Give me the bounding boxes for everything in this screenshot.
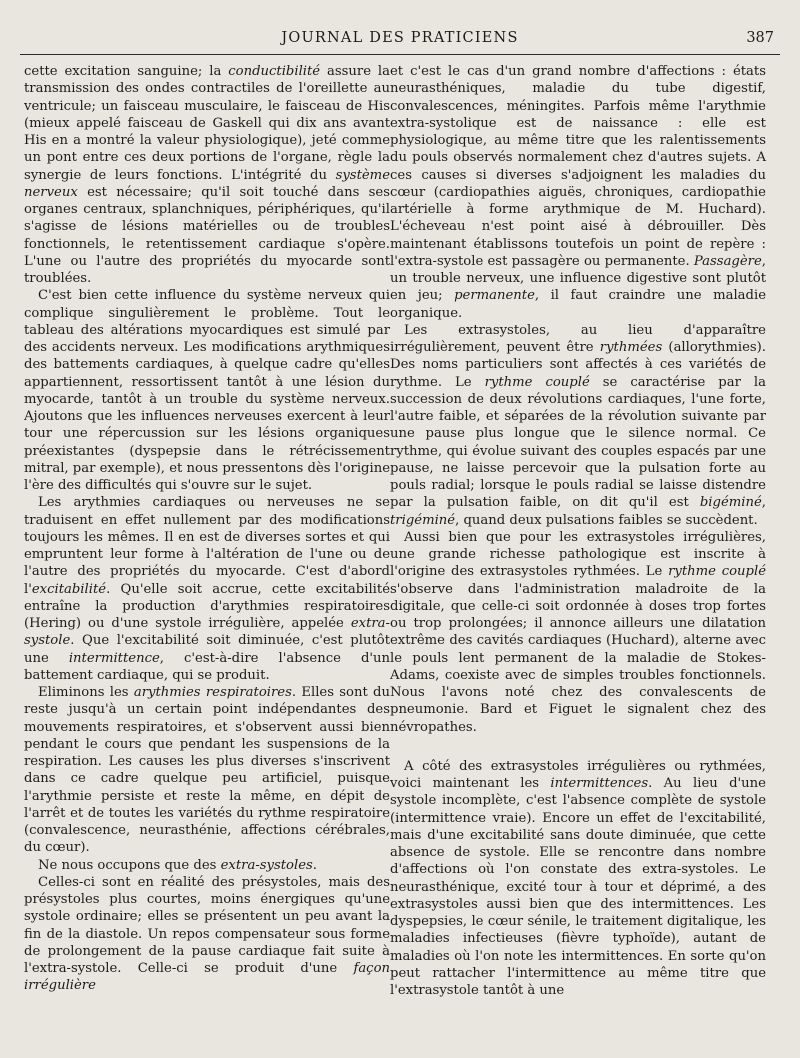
italic-term: extra-systoles bbox=[220, 857, 313, 873]
italic-term: Passagère bbox=[693, 253, 762, 269]
italic-term: rythme couplé bbox=[668, 564, 766, 580]
paragraph: Les extrasystoles, au lieu d'apparaître irrégulièrement, peuvent être rythmées (allorythmies). Des noms particuliers sont affectés à ces variétés de rythme. Le rythme couplé se caractérise par la succession de deux révolutions cardiaques, l'une forte, l'autre faible, et séparées de la révolution suivante par une pause plus longue que le silence normal. Ce rythme, qui évolue suivant des couples espacés par une pause, ne laisse percevoir que la pulsation forte au pouls radial; lorsque le pouls radial se laisse distendre par la pulsation faible, on dit qu'il est bigéminé, trigéminé, quand deux pulsations faibles se succèdent. bbox=[390, 322, 766, 528]
italic-term: extra-systole bbox=[24, 616, 390, 649]
italic-term: façon irrégulière bbox=[24, 961, 390, 994]
left-column bbox=[24, 63, 390, 995]
paragraph: Ne nous occupons que des extra-systoles. bbox=[38, 857, 317, 873]
paragraph: C'est bien cette influence du système nerveux qui complique singulièrement le problème. Tout le tableau des altérations myocardiques est simulé par des accidents nerveux. Les modifications arythmiques des battements cardiaques, à quelque cadre qu'elles appartiennent, ressortissent tantôt à une lésion du myocarde, tantôt à un trouble du système nerveux. Ajoutons que les influences nerveuses exercent à leur tour une répercussion sur les lésions organiques préexistantes (dyspepsie dans le rétrécissement mitral, par exemple), et nous pressentons dès l'origine l'ère des difficultés qui s'ouvre sur le sujet. bbox=[24, 288, 390, 493]
italic-term: intermittences bbox=[550, 776, 649, 791]
italic-term: trigéminé bbox=[390, 512, 456, 528]
paragraph: et c'est le cas d'un grand nombre d'affections : états neurasthéniques, maladie du tube digestif, convalescences, méningites. Parfois même l'arythmie extra-systolique est de naissance : elle est physiologique, au même titre que les ralentissements du pouls observés normalement chez d'autres sujets. A ces causes si diverses s'adjoignent les maladies du cœur (cardiopathies aiguës, chroniques, cardiopathie artérielle à forme arythmique de M. Huchard). L'écheveau n'est point aisé à débrouiller. Dès maintenant établissons toutefois un point de repère : l'extra-systole est passagère ou permanente. Passagère, un trouble nerveux, une influence digestive sont plutôt en jeu; permanente, il faut craindre une maladie organique. bbox=[390, 64, 766, 321]
italic-term: bigéminé bbox=[699, 495, 762, 511]
header-rule bbox=[20, 54, 780, 55]
page-header bbox=[20, 30, 780, 54]
italic-term: arythmies respiratoires bbox=[133, 685, 292, 700]
italic-term: rythme couplé bbox=[484, 374, 590, 390]
italic-term: intermittence bbox=[68, 650, 160, 666]
italic-term: système nerveux bbox=[24, 167, 390, 200]
paragraph: cette excitation sanguine; la conductibilité assure la transmission des ondes contractiles de l'oreillette au ventricule; un faisceau musculaire, le faisceau de His (mieux appelé faisceau de Gaskell qui dix ans avant His en a montré la valeur physiologique), jeté comme un pont entre ces deux portions de l'organe, règle la synergie de leurs fonctions. L'intégrité du système nerveux est nécessaire; qu'il soit touché dans ses organes centraux, splanchniques, périphériques, qu'il s'agisse de lésions matérielles ou de troubles fonctionnels, le retentissement cardiaque s'opère. L'une ou l'autre des propriétés du myocarde sont troublées. bbox=[24, 64, 390, 286]
running-title: JOURNAL DES PRATICIENS bbox=[281, 30, 519, 46]
paragraph: Aussi bien que pour les extrasystoles irrégulières, une grande richesse pathologique est inscrite à l'origine des extrasystoles rythmées. Le rythme couplé s'observe dans l'administration maladroite de la digitale, que celle-ci soit ordonnée à doses trop fortes ou trop prolongées; il annonce ailleurs une dilatation extrême des cavités cardiaques (Huchard), alterne avec le pouls lent permanent de la maladie de Stokes-Adams, coexiste avec de simples troubles fonctionnels. Nous l'avons noté chez des convalescents de pneumonie. Bard et Figuet le signalent chez des névropathes. bbox=[390, 529, 766, 735]
page-number: 387 bbox=[746, 30, 774, 46]
italic-term: permanente bbox=[454, 288, 535, 304]
right-column bbox=[390, 63, 766, 999]
italic-term: conductibilité bbox=[228, 64, 321, 79]
italic-term: rythmées bbox=[599, 340, 663, 355]
paragraph: Eliminons les arythmies respiratoires. Elles sont du reste jusqu'à un certain point indépendantes des mouvements respiratoires, et s'observent aussi bien pendant le cours que pendant les suspensions de la respiration. Les causes les plus diverses s'inscrivent dans ce cadre quelque peu artificiel, puisque l'arythmie persiste et reste la même, en dépit de l'arrêt et de toutes les variétés du rythme respiratoire (convalescence, neurasthénie, affections cérébrales, du cœur). bbox=[24, 685, 390, 856]
paragraph: Les arythmies cardiaques ou nerveuses ne se traduisent en effet nullement par des modifications toujours les mêmes. Il en est de diverses sortes et qui empruntent leur forme à l'altération de l'une ou de l'autre des propriétés du myocarde. C'est d'abord l'excitabilité. Qu'elle soit accrue, cette excitabilité entraîne la production d'arythmies respiratoires (Hering) ou d'une systole irrégulière, appelée extra-systole. Que l'excitabilité soit diminuée, c'est plutôt une intermittence, c'est-à-dire l'absence d'un battement cardiaque, qui se produit. bbox=[24, 495, 390, 683]
italic-term: excitabilité bbox=[31, 581, 107, 597]
paragraph: A côté des extrasystoles irrégulières ou rythmées, voici maintenant les intermittences. Au lieu d'une systole incomplète, c'est l'absence complète de systole (intermittence vraie). Encore un effet de l'excitabilité, mais d'une excitabilité sans doute diminuée, que cette absence de systole. Elle se rencontre dans nombre d'affections où l'on constate des extra-systoles. Le neurasthénique, excité tour à tour et déprimé, a des extrasystoles aussi bien que des intermittences. Les dyspepsies, le cœur sénile, le traitement digitalique, les maladies infectieuses (fièvre typhoïde), autant de maladies où l'on note les intermittences. En sorte qu'on peut rattacher l'intermittence au même titre que l'extrasystole tantôt à une bbox=[390, 758, 766, 998]
paragraph: Celles-ci sont en réalité des présystoles, mais des présystoles plus courtes, moins énergiques qu'une systole ordinaire; elles se présentent un peu avant la fin de la diastole. Un repos compensateur sous forme de prolongement de la pause cardiaque fait suite à l'extra-systole. Celle-ci se produit d'une façon irrégulière bbox=[24, 874, 390, 994]
